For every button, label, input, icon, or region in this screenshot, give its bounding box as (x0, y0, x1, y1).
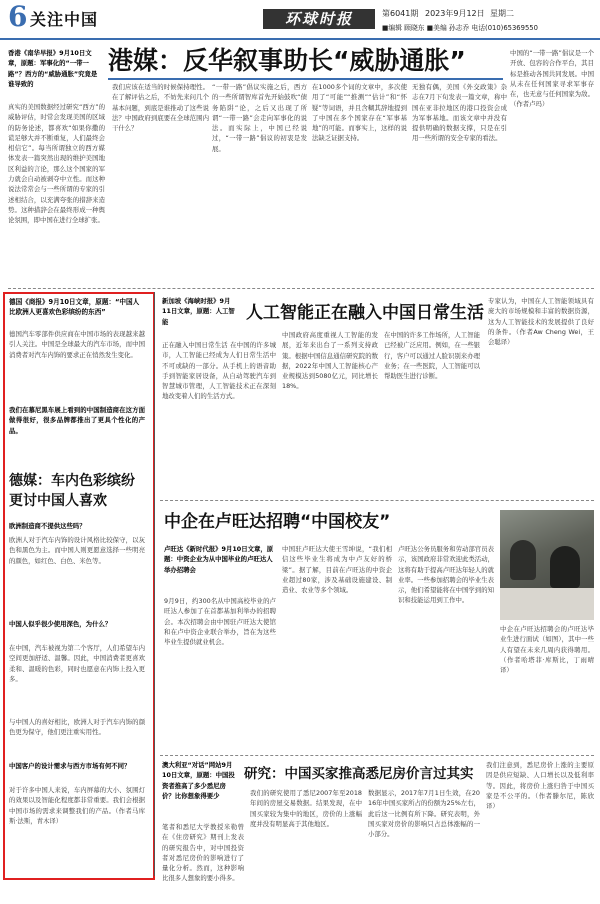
article2-headline: 德媒：车内色彩缤纷更讨中国人喜欢 (9, 473, 135, 509)
article5-lead: 澳大利亚“对话”网站9月10日文章，原题：中国投资者推高了多少悉尼房价？比你想象得要少 (162, 761, 235, 800)
article3-col1: 正在融入中国日常生活 在中国的许多城市，人工智能已经成为人们日常生活中不可或缺的一部分。从手机上的语音助手到智能家居设备，从自动驾驶汽车到智慧城市管理，人工智能技术正在深刻地改变着人们的生活方式。 (162, 341, 276, 401)
article1-col1: 真实的美国数据经过研究“西方”的威胁评估，时常会发现美国的区域的防务论述，都喜欢“如果你撒的谎足够大并不断重复，人们最终会相信它”。每当所谓独立的西方媒体发表一篇突然出现的维护美国地区利益的言论，那么这个国家的军力就会自动被剥夺中立性。而这种说法常常会与一些所谓的专家的引述相结合，以充满夸张的措辞来造势。这种措辞会在最终形成一种舆论氛围，即中国在进行全球扩张。 (8, 103, 105, 225)
article1-col4: 在1000多个词的文章中，多次使用了“可能”“推测”“估计”和“怀疑”等词语，并且含糊其辞地提到了中国在多个国家存在“军事基地”的可能。而事实上，这样的说法缺乏证据支持。 (312, 83, 407, 143)
article3-lead: 新加坡《海峡时报》9月11日文章，原题：人工智能 (162, 297, 235, 326)
article2-body2: 在中国，汽车被视为第二个客厅，人们希望车内空间更加舒适、温馨。因此，中国消费者更喜欢柔和、温暖的色彩，同时也愿意在内饰上投入更多。 (9, 644, 145, 683)
article2-sub1: 欧洲制造商不提供这些吗？ (9, 522, 86, 530)
article1-lead: 香港《南华早报》9月10日文章，原题：军事化的“一带一路”？西方的“威胁通胀”究竟是谁导致的 (8, 49, 98, 88)
article5-col3: 数据显示，2017年7月1日生效，在2016年中国买家所占的份额为25%左右，此后这一比例有所下降。研究表明，外国买家对房价的影响只占总体涨幅的一小部分。 (368, 789, 480, 839)
vertical-divider (154, 292, 155, 876)
article4-lead: 卢旺达《新时代报》9月10日文章，原题：中资企业为从中国毕业的卢旺达人举办招聘会 (164, 545, 274, 574)
article-hk-media (0, 40, 600, 285)
article4-col1: 9月9日，约300名从中国高校毕业的卢旺达人参加了在首都基加利举办的招聘会。本次招聘会由中国驻卢旺达大使馆和在卢中资企业联合举办，旨在为这些毕业生提供就业机会。 (164, 597, 276, 647)
article5-col2: 我们的研究使用了悉尼2007年至2018年间的房屋交易数据。结果发现，在中国买家较为集中的地区，房价的上涨幅度并没有明显高于其他地区。 (250, 789, 362, 828)
page-header (0, 0, 600, 40)
section-title: 关注中国 (30, 10, 99, 29)
article3-headline: 人工智能正在融入中国日常生活 (246, 303, 484, 323)
article2-sub2: 中国人似乎很少使用深色，为什么？ (9, 620, 112, 628)
issue-weekday: 星期二 (490, 9, 514, 18)
article3-col3: 在中国的许多工作场所，人工智能已经被广泛应用。例如，在一些银行，客户可以通过人脸识别来办理业务；在一些医院，人工智能可以帮助医生进行诊断。 (384, 331, 480, 381)
article-de-media (6, 295, 149, 873)
article-sydney (160, 758, 598, 898)
article-rwanda (160, 504, 598, 752)
article2-q1: 我们在慕尼黑车展上看到的中国制造商在这方面做得很好，很多品牌都推出了更具个性化的产品。 (9, 406, 145, 435)
article1-col2: 我们应该在适当的时候保持理性。在了解评估之后，不妨先来问几个基本问题，到底是谁推动了这些说法？中国政府到底要在全球范围内干什么？ (112, 83, 209, 133)
article2-intro: 德国汽车零部件供应商在中国市场的表现越来越引人关注。中国是全球最大的汽车市场，而中国消费者对汽车内饰的要求正在悄然发生变化。 (9, 330, 145, 359)
divider-top (8, 288, 594, 289)
headline-rule (108, 78, 503, 80)
article1-headline: 港媒：反华叙事助长“威胁通胀” (108, 46, 466, 75)
article3-col2: 中国政府高度重视人工智能的发展，近年来出台了一系列支持政策。根据中国信息通信研究院的数据，2022年中国人工智能核心产业规模达到5080亿元，同比增长18%。 (282, 331, 378, 391)
article3-col4: 专家认为，中国在人工智能领域具有庞大的市场规模和丰富的数据资源，这为人工智能技术的发展提供了良好的条件。（作者Aw Cheng Wei，王会聪译） (488, 297, 594, 347)
article2-body4: 对于许多中国人来说，车内屏幕的大小、氛围灯的效果以及智能化程度都非常重要。我们会根据中国市场的需求来调整我们的产品。（作者马库斯·法斯，青木译） (9, 786, 145, 825)
article-ai (160, 292, 598, 497)
page-number: 6 (8, 0, 28, 33)
article5-col4: 我们注意到，悉尼房价上涨的主要原因是供应短缺、人口增长以及低利率等。因此，将房价上涨归咎于中国买家是不公平的。（作者滕尔尼，陈欣译） (486, 761, 594, 811)
issue-date: 2023年9月12日 (425, 9, 485, 18)
article2-body3: 与中国人的喜好相比，欧洲人对于汽车内饰的颜色更为保守，他们更注重实用性。 (9, 718, 145, 737)
article4-headline: 中企在卢旺达招聘“中国校友” (164, 512, 391, 532)
divider-bottom (160, 755, 594, 756)
article1-col5: 无独有偶，美国《外交政策》杂志在7月下旬发表一篇文章，称中国在亚非拉地区的港口投资会成为军事基地。而该文章中并没有提供明确的数据支撑，只是在引用一些所谓的安全专家的看法。 (412, 83, 507, 143)
article5-col1: 笔者和悉尼大学教授米勒曾在《住房研究》期刊上发表的研究报告中，对中国投资者对悉尼房价的影响进行了量化分析。然而，这种影响比很多人想象的要小得多。 (162, 823, 244, 883)
editor-line: ■编辑 顾晓东 ■美编 孙志乔 电话(010)65369550 (382, 24, 538, 32)
divider-mid (160, 500, 594, 501)
article2-sub3: 中国客户的设计需求与西方市场有何不同？ (9, 762, 131, 770)
article1-col6: 中国的“一带一路”倡议是一个开放、包容的合作平台，其目标是推动各国共同发展。中国从未在任何国家寻求军事存在，也无意与任何国家为敌。（作者卢玛） (510, 49, 594, 109)
masthead-logo: 环球时报 (263, 9, 375, 29)
article4-col3: 卢旺达公务员服务和劳动部官员表示，该国政府非常欢迎此类活动，这将有助于提高卢旺达年轻人的就业率。一些参加招聘会的毕业生表示，他们希望能将在中国学到的知识和技能运用到工作中。 (398, 545, 494, 605)
article4-col4: 中企在卢旺达招聘会的卢旺达毕业生进行面试（如图），其中一些人有望在未来几周内获得聘用。（作者哈塔菲·库斯比，丁雨晴译） (500, 625, 594, 675)
article4-col2: 中国驻卢旺达大使王雪坤说，“我们相信这些毕业生将成为中卢友好的桥梁”。据了解，目前在卢旺达的中资企业超过80家，涉及基础设施建设、制造业、农业等多个领域。 (282, 545, 392, 595)
article5-headline: 研究：中国买家推高悉尼房价言过其实 (244, 766, 474, 782)
issue-number: 第6041期 (382, 9, 419, 18)
article2-lead: 德国《商报》9月10日文章，原题：“中国人比欧洲人更喜欢色彩缤纷的东西” (9, 298, 140, 317)
article1-col3: “一带一路”倡议实施之后，西方的一些所谓智库首先开始鼓吹“债务陷阱”论，之后又出现了所谓“一带一路”会走向军事化的说法。而实际上，中国已经说过，“一带一路”倡议的初衷是发展。 (212, 83, 307, 153)
article2-body1: 欧洲人对于汽车内饰的设计风格比较保守，以灰色和黑色为主。而中国人则更愿意选择一些明亮的颜色，如红色、白色、米色等。 (9, 536, 145, 565)
rwanda-photo (500, 510, 594, 620)
